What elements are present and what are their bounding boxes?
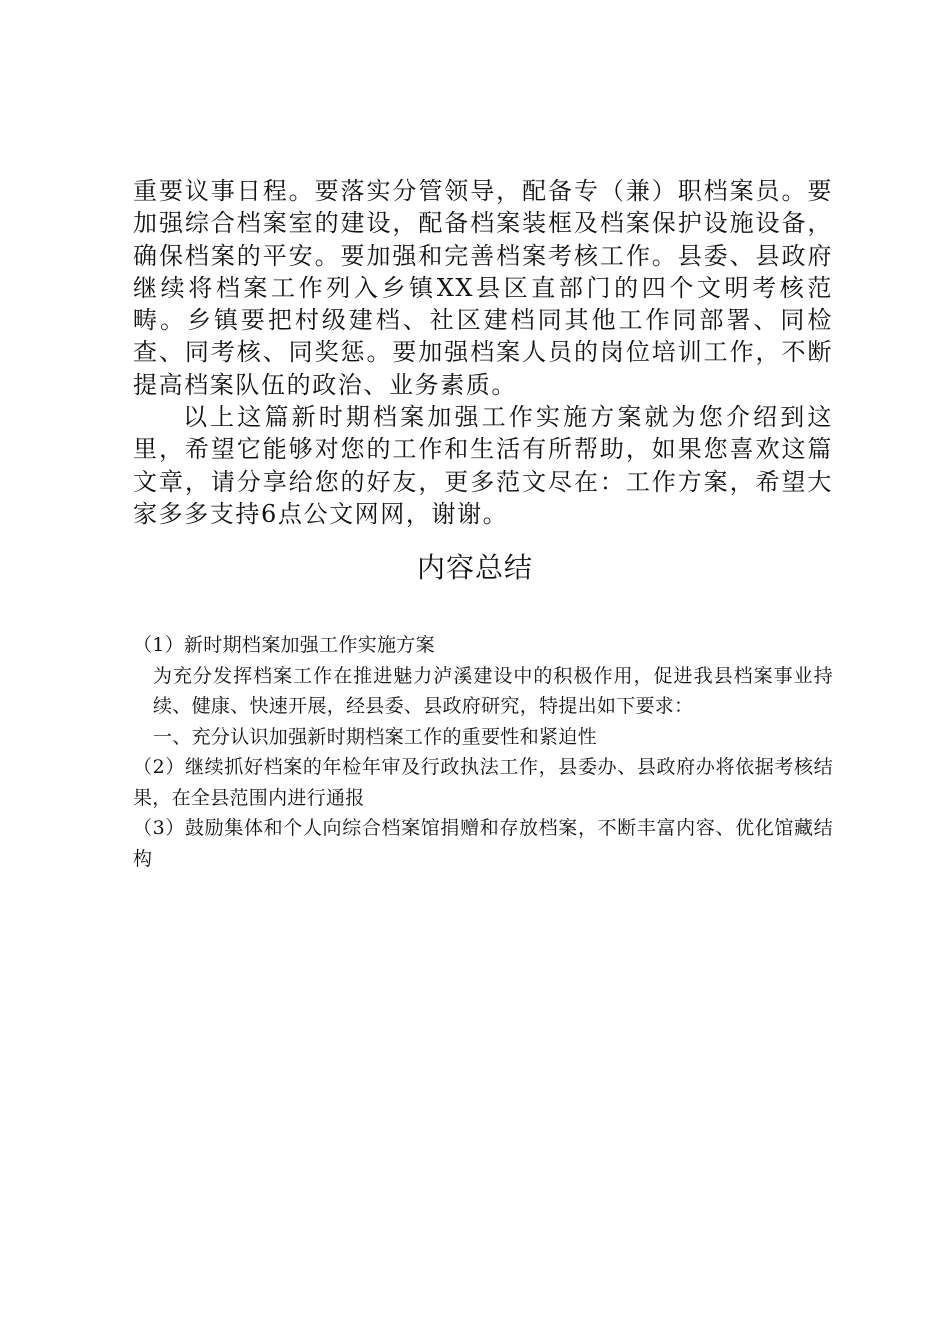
body-paragraph-1: 重要议事日程。要落实分管领导，配备专（兼）职档案员。要加强综合档案室的建设，配备档案装框及档案保护设施设备，确保档案的平安。要加强和完善档案考核工作。县委、县政府继续将档案工作列入乡镇XX县区直部门的四个文明考核范畴。乡镇要把村级建档、社区建档同其他工作同部署、同检查、同考核、同奖惩。要加强档案人员的岗位培训工作，不断提高档案队伍的政治、业务素质。	[133, 177, 833, 399]
summary-title: 内容总结	[416, 551, 533, 584]
summary-item-2: 为充分发挥档案工作在推进魅力泸溪建设中的积极作用，促进我县档案事业持续、健康、快速开展，经县委、县政府研究，特提出如下要求：	[153, 664, 833, 717]
body-paragraph-2: 以上这篇新时期档案加强工作实施方案就为您介绍到这里，希望它能够对您的工作和生活有所帮助，如果您喜欢这篇文章，请分享给您的好友，更多范文尽在：工作方案，希望大家多多支持6点公文网网，谢谢。	[133, 403, 833, 528]
summary-item-1: （1）新时期档案加强工作实施方案	[133, 634, 435, 656]
body-text	[133, 175, 833, 530]
summary-item-5: （3）鼓励集体和个人向综合档案馆捐赠和存放档案，不断丰富内容、优化馆藏结构	[133, 817, 833, 870]
summary-item-4: （2）继续抓好档案的年检年审及行政执法工作，县委办、县政府办将依据考核结果，在全县范围内进行通报	[133, 756, 833, 809]
summary-item-3: 一、充分认识加强新时期档案工作的重要性和紧迫性	[153, 725, 597, 748]
summary-section	[133, 630, 833, 874]
